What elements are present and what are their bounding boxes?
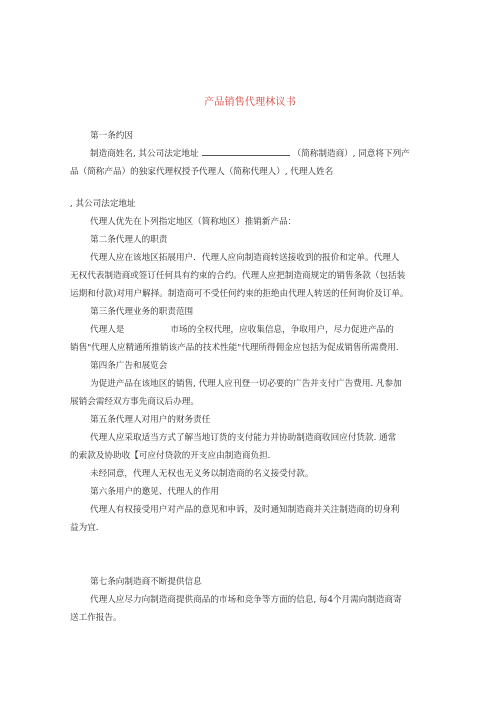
- article-3-line-1a: 代理人是: [90, 325, 125, 335]
- article-1-line-3: , 其公司法定地址: [70, 199, 136, 209]
- article-5-heading: 第五条代理人对用户的财务责任: [90, 415, 211, 425]
- article-2-line-1: 代理人应在该地区拓展用户．代理人应向制造商转送接收到的报价和定单。代理人: [90, 253, 400, 263]
- article-5-line-3: 未经同意，代理人无权也无义务以制造商的名义接受付款。: [90, 469, 314, 479]
- article-2-heading: 第二条代理人的职责: [90, 235, 168, 245]
- article-1-line-4: 代理人优先在卜列指定地区（简称地区）推销新产品：: [90, 217, 297, 227]
- article-7: [70, 573, 432, 627]
- article-6-line-1: 代理人有权接受用户对产品的意见和申诉，及时通知制造商并关注制造商的切身利: [90, 505, 400, 515]
- article-6-line-2: 益为宜.: [70, 523, 99, 533]
- article-7-line-2: 送工作报告。: [70, 613, 122, 623]
- article-1-heading: 第一条约因: [90, 131, 133, 141]
- article-5-line-2: 的索款及协助收【可应付贷款的开支应由制造商负担.: [70, 451, 271, 461]
- article-3-line-1: [70, 321, 432, 339]
- document-title: 产品销售代理林议书: [204, 97, 296, 108]
- article-7-heading: 第七条向制造商不断提供信息: [90, 577, 202, 587]
- article-1: [70, 127, 432, 181]
- article-7-line-1: 代理人应尽力向制造商提供商品的市场和竞争等方面的信息, 每4个月需向制造商寄: [90, 595, 402, 605]
- article-1-line-2: 品（简称产品）的独家代理权授予代理人（简称代理人）, 代理人姓名: [70, 167, 334, 177]
- article-3-line-2: 销售"代理人应精通所推销该产品的技术性能"代理所得佣金应包括为促成销售所需费用.: [70, 343, 399, 353]
- article-4-line-2: 展销会需经双方事先商议后办理。: [70, 397, 199, 407]
- article-1-line-1a: 制造商姓名, 其公司法定地址: [90, 149, 199, 159]
- article-4-heading: 第四条广告和展览会: [90, 361, 168, 371]
- article-3-line-1b: 市场的全权代理，应收集信息，争取用户，尽力促进产品的: [170, 325, 394, 335]
- article-1-line-1b: （简称制造商）, 同意将下列产: [292, 149, 410, 159]
- article-2-line-3: 运期和付款)对用户解择。制造商可不受任何约束的拒绝由代理人转送的任何询价及订单。: [70, 289, 409, 299]
- article-4-line-1: 为促进产品在该地区的销售, 代理人应刊登一切必要的广告并支付广告费用. 凡参加: [90, 379, 402, 389]
- article-1-line-1: [70, 145, 432, 163]
- article-2-line-2: 无权代表制造商或签订任何具有约束的合约。代理人应把制造商规定的销售条款（包括装: [70, 271, 406, 281]
- blank-underline: [202, 146, 290, 156]
- article-3-heading: 第三条代理业务的职责范围: [90, 307, 194, 317]
- article-6-heading: 第六条用户的邀见、代理人的作用: [90, 487, 219, 497]
- article-1-cont: [70, 195, 432, 537]
- article-5-line-1: 代理人应采取适当方式了解当地订货的支付能力并协助制造商收回应付货款. 通常: [90, 433, 397, 443]
